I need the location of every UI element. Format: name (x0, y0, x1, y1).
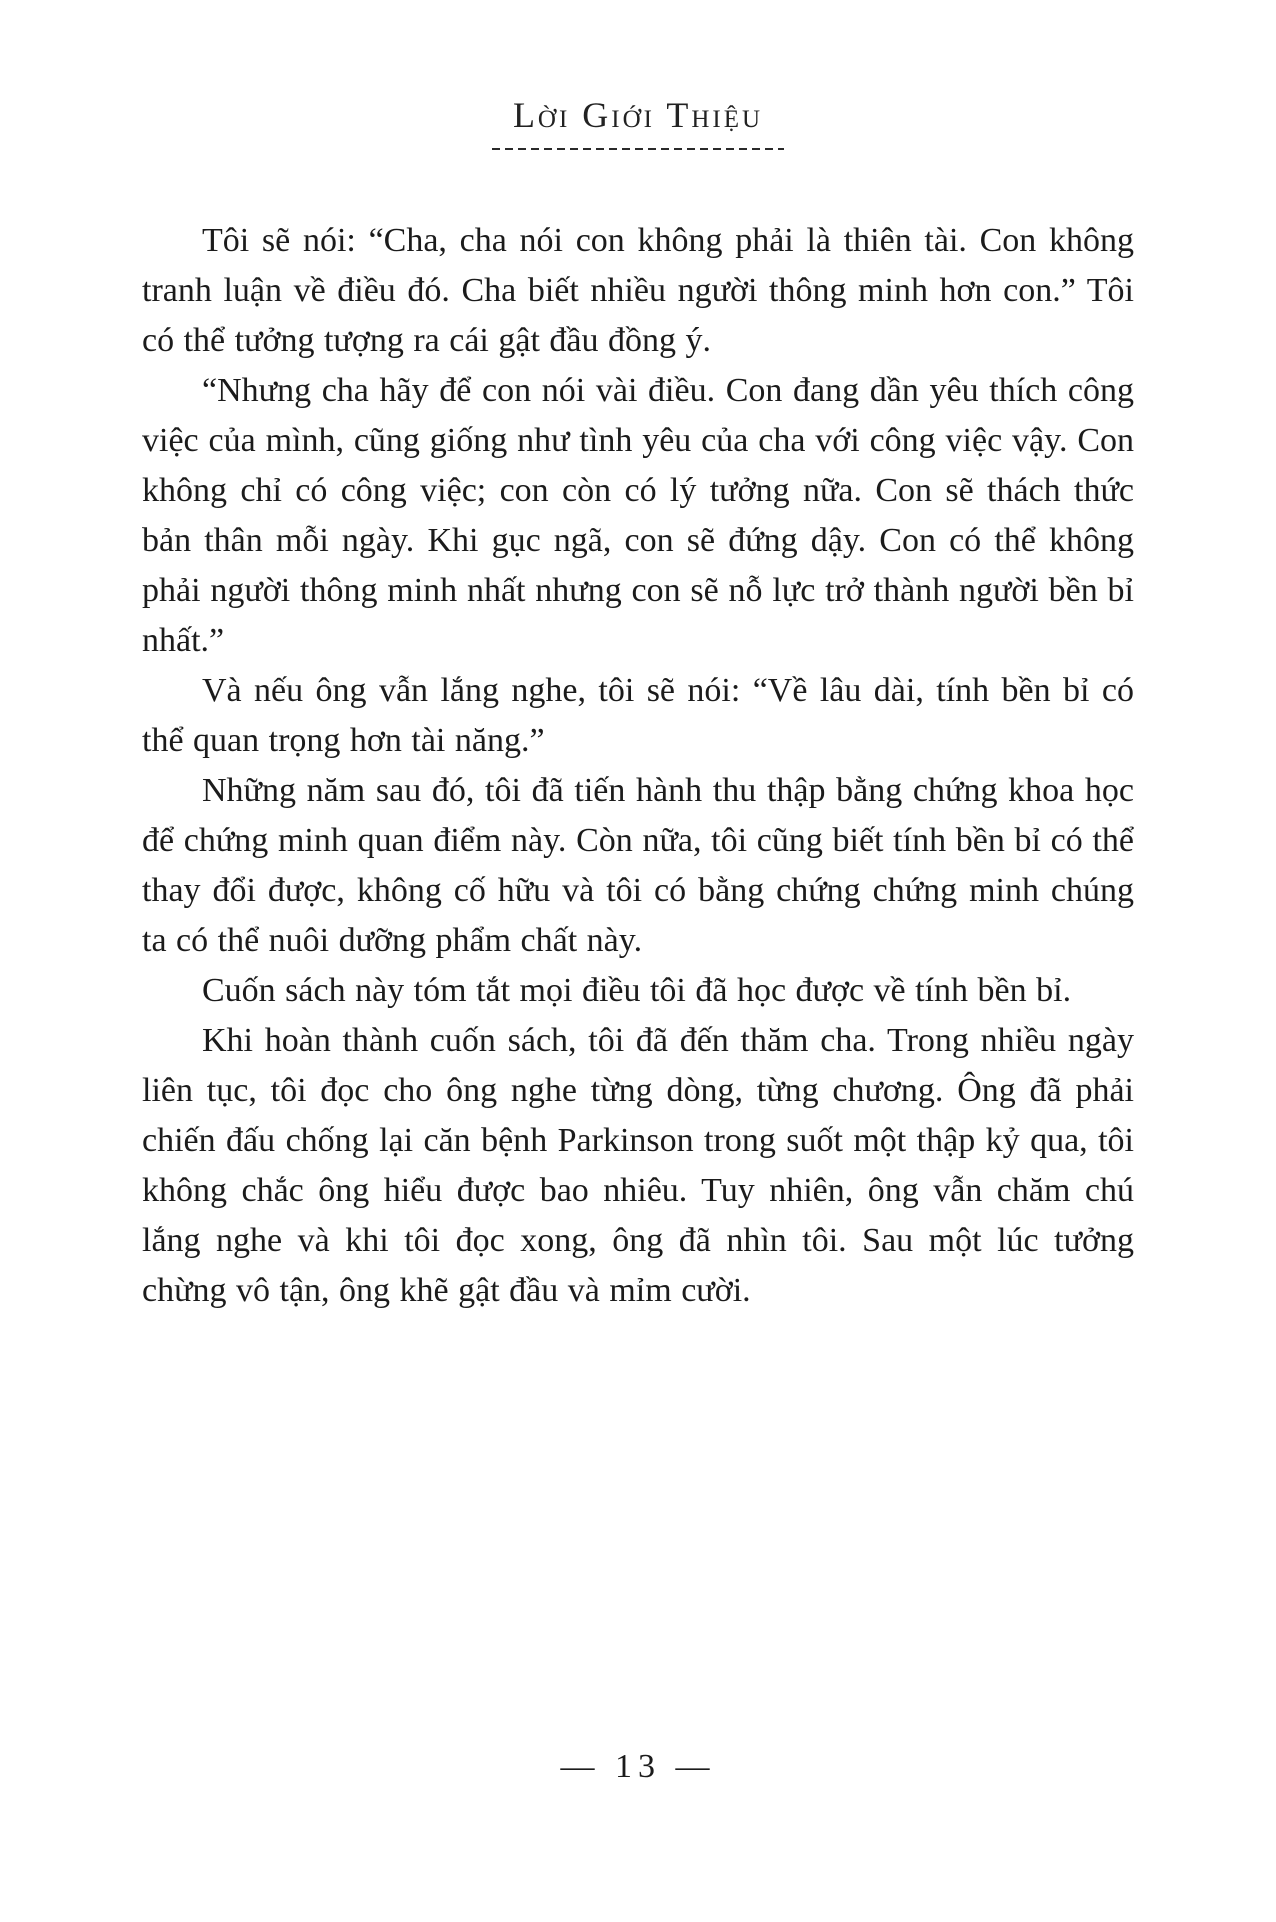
paragraph: Những năm sau đó, tôi đã tiến hành thu thập bằng chứng khoa học để chứng minh quan điểm này. Còn nữa, tôi cũng biết tính bền bỉ có thể thay đổi được, không cố hữu và tôi có bằng chứng chứng minh chúng ta có thể nuôi dưỡng phẩm chất này. (142, 771, 1134, 959)
paragraph: Và nếu ông vẫn lắng nghe, tôi sẽ nói: “Về lâu dài, tính bền bỉ có thể quan trọng hơn tài năng.” (142, 671, 1134, 759)
paragraph-list (142, 216, 1134, 1316)
page-body (142, 216, 1134, 1316)
paragraph: Khi hoàn thành cuốn sách, tôi đã đến thăm cha. Trong nhiều ngày liên tục, tôi đọc cho ông nghe từng dòng, từng chương. Ông đã phải chiến đấu chống lại căn bệnh Parkinson trong suốt một thập kỷ qua, tôi không chắc ông hiểu được bao nhiêu. Tuy nhiên, ông vẫn chăm chú lắng nghe và khi tôi đọc xong, ông đã nhìn tôi. Sau một lúc tưởng chừng vô tận, ông khẽ gật đầu và mỉm cười. (142, 1021, 1134, 1309)
page-footer (0, 1748, 1276, 1786)
paragraph: Cuốn sách này tóm tắt mọi điều tôi đã học được về tính bền bỉ. (202, 971, 1072, 1009)
dashed-divider (492, 148, 784, 150)
page-number: — 13 — (560, 1748, 716, 1785)
paragraph: “Nhưng cha hãy để con nói vài điều. Con đang dần yêu thích công việc của mình, cũng giống như tình yêu của cha với công việc vậy. Con không chỉ có công việc; con còn có lý tưởng nữa. Con sẽ thách thức bản thân mỗi ngày. Khi gục ngã, con sẽ đứng dậy. Con có thể không phải người thông minh nhất nhưng con sẽ nỗ lực trở thành người bền bỉ nhất.” (142, 371, 1134, 659)
paragraph: Tôi sẽ nói: “Cha, cha nói con không phải là thiên tài. Con không tranh luận về điều đó. Cha biết nhiều người thông minh hơn con.” Tôi có thể tưởng tượng ra cái gật đầu đồng ý. (142, 221, 1134, 359)
chapter-header (0, 0, 1276, 150)
chapter-title: Lời Giới Thiệu (512, 95, 764, 135)
